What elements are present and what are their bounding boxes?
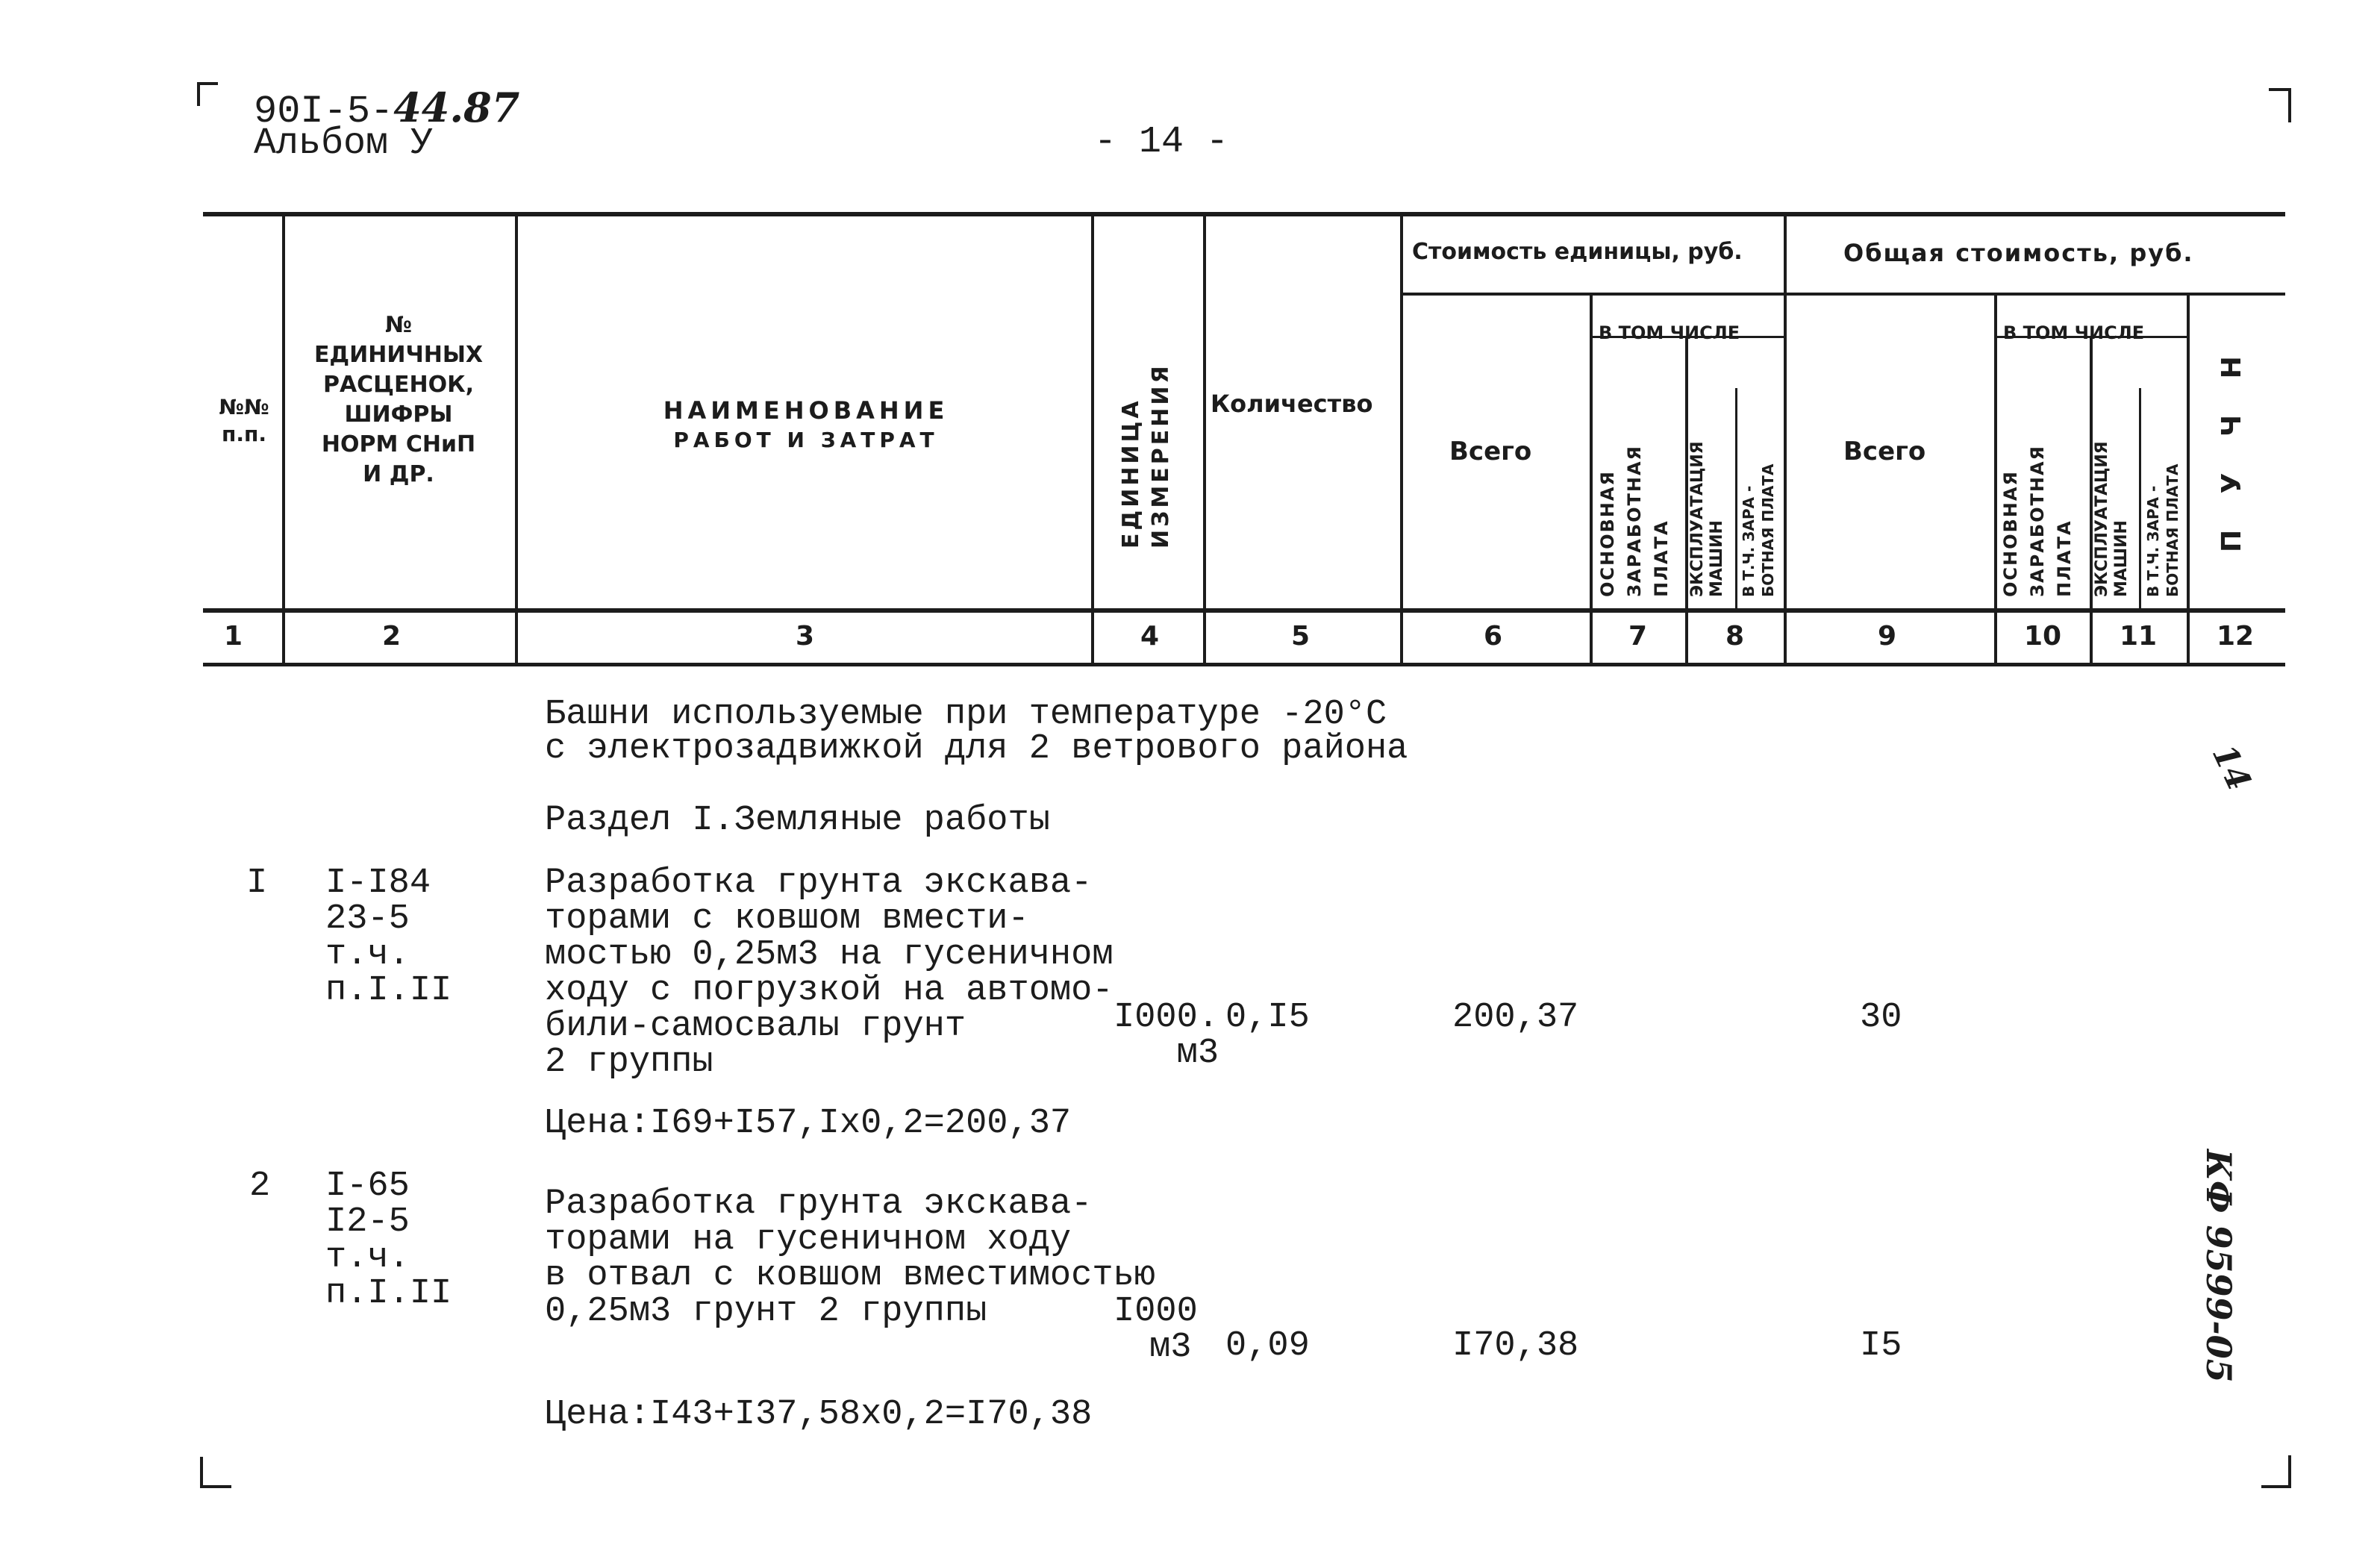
header-unit-including: В ТОМ ЧИСЛЕ [1599,322,1740,343]
col-number: 8 [1725,621,1745,652]
col-number: 12 [2217,621,2255,652]
col-number: 5 [1291,621,1311,652]
rate-codes: I-65 I2-5 т.ч. п.I.II [325,1166,452,1314]
document-code-prefix: 90I-5- [254,90,394,134]
col-number: 2 [382,621,402,652]
header-work-name: НАИМЕНОВАНИЕ РАБОТ И ЗАТРАТ [663,396,949,452]
col-number: 3 [796,621,815,652]
price-note: Цена:I43+I37,58x0,2=I70,38 [545,1395,1093,1434]
header-total-base-salary: ОСНОВНАЯ ЗАРАБОТНАЯ ПЛАТА [2000,445,2075,597]
unit-of-measure: I000 м3 [1114,1292,1198,1367]
price-note: Цена:I69+I57,Ix0,2=200,37 [545,1104,1072,1143]
section-title: Раздел I.Земляные работы [545,801,1050,840]
header-rate-codes: № ЕДИНИЧНЫХ РАСЦЕНОК, ШИФРЫ НОРМ СНиП И ДР. [313,312,484,487]
unit-cost-total: I70,38 [1452,1326,1579,1366]
row-number: 2 [249,1166,271,1206]
col-number: 9 [1878,621,1897,652]
col-number: 11 [2120,621,2158,652]
work-name: Разработка грунта экскава- торами на гусеничном ходу в отвал с ковшом вместимостью 0,25м3 грунт 2 группы [545,1184,1155,1331]
page-number: - 14 - [1094,121,1229,163]
header-total-including: В ТОМ ЧИСЛЕ [2003,322,2145,343]
header-total-total: Всего [1843,437,1926,466]
intro-line-2: с электрозадвижкой для 2 ветрового района [545,729,1408,769]
col-number: 1 [224,621,243,652]
header-row-number: №№ п.п. [219,395,269,446]
header-quantity: Количество [1211,390,1373,418]
header-unit-incl-salary: В Т.Ч. ЗАРА - БОТНАЯ ПЛАТА [1740,463,1777,597]
col-number: 6 [1484,621,1503,652]
header-unit-cost: Стоимость единицы, руб. [1412,239,1743,265]
header-total-machine-ops: ЭКСПЛУАТАЦИЯ МАШИН [2093,441,2131,597]
row-number: I [246,863,268,903]
header-total-cost: Общая стоимость, руб. [1843,239,2194,267]
header-unit: ЕДИНИЦА ИЗМЕРЕНИЯ [1118,363,1174,549]
total-cost: I5 [1860,1326,1902,1366]
header-unit-machine-ops: ЭКСПЛУАТАЦИЯ МАШИН [1688,441,1726,597]
rate-codes: I-I84 23-5 т.ч. п.I.II [325,863,452,1011]
work-name: Разработка грунта экскава- торами с ковшом вмести- мостью 0,25м3 на гусеничном ходу с погрузкой на автомо- били-самосвалы грунт 2 группы [545,863,1114,1082]
margin-note-page: 14 [2204,739,2258,797]
quantity: 0,09 [1225,1326,1310,1366]
col-number: 10 [2024,621,2062,652]
header-puchn: П У Ч Н [2217,343,2247,552]
header-unit-total: Всего [1449,437,1532,466]
header-total-incl-salary: В Т.Ч. ЗАРА - БОТНАЯ ПЛАТА [2144,463,2181,597]
col-number: 4 [1140,621,1160,652]
col-number: 7 [1628,621,1648,652]
album-label: Альбом У [254,122,434,165]
document-code-handwritten: 44.87 [393,84,520,131]
quantity: 0,I5 [1225,998,1310,1037]
unit-of-measure: I000. м3 [1114,998,1219,1073]
margin-note-stamp: КФ 9599-05 [2199,1149,2239,1383]
unit-cost-total: 200,37 [1452,998,1579,1037]
header-unit-base-salary: ОСНОВНАЯ ЗАРАБОТНАЯ ПЛАТА [1597,445,1672,597]
intro-line-1: Башни используемые при температуре -20°С [545,695,1387,734]
total-cost: 30 [1860,998,1902,1037]
